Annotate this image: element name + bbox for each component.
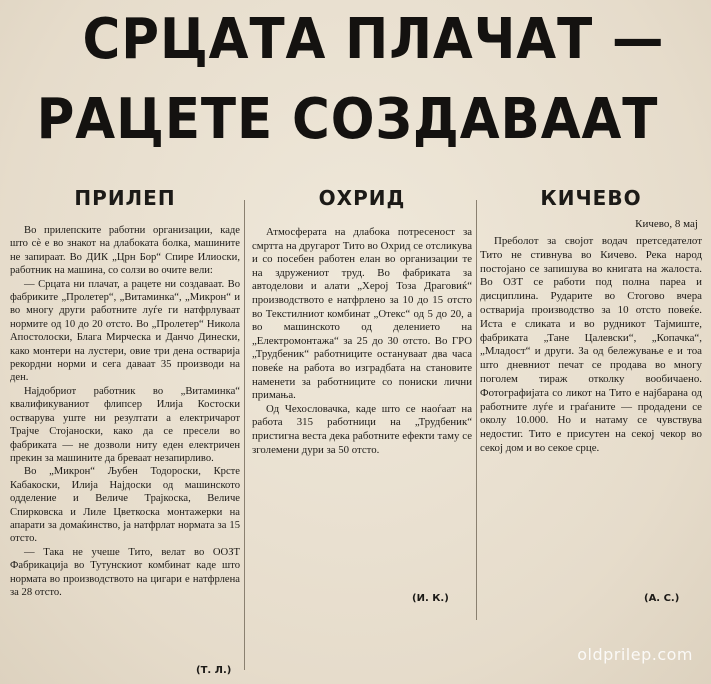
author-signature-kichevo: (А. С.) bbox=[644, 593, 680, 604]
paragraph: Во „Микрон“ Љубен Тодороски, Крсте Кабакоски, Илија Најдоски од машинското одделение и Величе Трајкоска, Величе Спирковска и Лиле Цветкоска монтажерки на апарати за домаќинство, ја натфрлат нормата за 15 отсто. bbox=[10, 466, 240, 545]
column-divider-left bbox=[244, 200, 245, 670]
watermark: oldprilep.com bbox=[577, 645, 693, 664]
dateline: Кичево, 8 мај bbox=[635, 218, 698, 230]
article-body-prilep bbox=[10, 224, 240, 599]
city-heading-ohrid: ОХРИД bbox=[318, 186, 406, 210]
paragraph: — Срцата ни плачат, а рацете ни создаваат. Во фабриките „Пролетер“, „Витаминка“, „Микрон“ и во многу други работните луѓе ги натфрлуваат нормите од 10 до 20 отсто. Во „Пролетер“ Никола Апостолоски, Блага Мирческа и Данчо Динески, како монтери на лустери, овие три дена остварија рекордни норми и сега даваат 35 производи на ден. bbox=[10, 278, 240, 384]
column-kichevo bbox=[480, 188, 702, 456]
city-heading-prilep: ПРИЛЕП bbox=[74, 186, 176, 210]
paragraph: Во прилепските работни организации, каде што сѐ е во знакот на длабоката болка, машините не запираат. Во ДИК „Црн Бор“ Спире Илиоски, работник на машина, со солзи во очите вели: bbox=[10, 225, 240, 277]
column-ohrid bbox=[252, 188, 472, 457]
city-heading-kichevo: КИЧЕВО bbox=[540, 186, 642, 210]
paragraph: Преболот за својот водач претседателот Тито не стивнува во Кичево. Река народ постојано се запишува во книгата на жалоста. Во ОЗТ се работи под полна пареа и дисциплина. Рударите во Стогово вчера остварија производство за 10 отсто повеќе. Иста е сликата и во рудникот Тајмиште, фабриката „Тане Цалевски“, „Копачка“, „Младост“ и други. За од бележување е и тоа што дневниот печат се продава во многу поголем тираж отколку вообичаено. Фотографијата со ликот на Тито е најбарана од работните луѓе и граѓаните — продадени се околу 10.000. Но и натаму се чувствува недостиг. Тито е присутен на секој чекор во секој дом и во секое срце. bbox=[480, 235, 702, 454]
column-divider-right bbox=[476, 200, 477, 620]
article-body-kichevo bbox=[480, 235, 702, 456]
author-signature-prilep: (Т. Л.) bbox=[196, 665, 232, 676]
paragraph: Атмосферата на длабока потресеност за смртта на другарот Тито во Охрид се отсликува и со посебен работен елан во организации те на здружениот труд. Во фабриката за автоделови и алати „Херој Тоза Драговиќ“ производството е натфрлено за 10 до 15 отсто во Текстилниот комбинат „Отекс“ од 5 до 20, а во машинското од делението на „Електромонтажа“ за 25 до 30 отсто. Во ГРО „Трудбеник“ работниците остануваат два часа повеќе на работа во изградбата на становите наменети за работниците со пониски лични примања. bbox=[252, 226, 472, 402]
paragraph: — Така не учеше Тито, велат во ООЗТ Фабрикација во Тутунскиот комбинат каде што нормата во производството на цигари е натфрлена за 28 отсто. bbox=[10, 546, 240, 598]
article-body-ohrid bbox=[252, 226, 472, 457]
author-signature-ohrid: (И. К.) bbox=[412, 593, 449, 604]
headline-line-2: РАЦЕТЕ СОЗДАВААТ bbox=[36, 87, 659, 152]
column-prilep bbox=[10, 188, 240, 599]
headline-line-1: СРЦАТА ПЛАЧАТ — bbox=[82, 7, 665, 72]
paragraph: Од Чехословачка, каде што се наоѓаат на работа 315 работници на „Трудбеник“ пристигна веста дека работните ефекти таму се зголемени дури за 50 отсто. bbox=[252, 402, 472, 456]
paragraph: Најдобриот работник во „Витаминка“ квалификуваниот флипсер Илија Костоски остварува уште ни резултати а електричарот Трајче Стојаноски, како да се пресели во фабриката — не дозволи ниту еден електричен прекин за машините да бреваат незапирливо. bbox=[10, 385, 240, 464]
